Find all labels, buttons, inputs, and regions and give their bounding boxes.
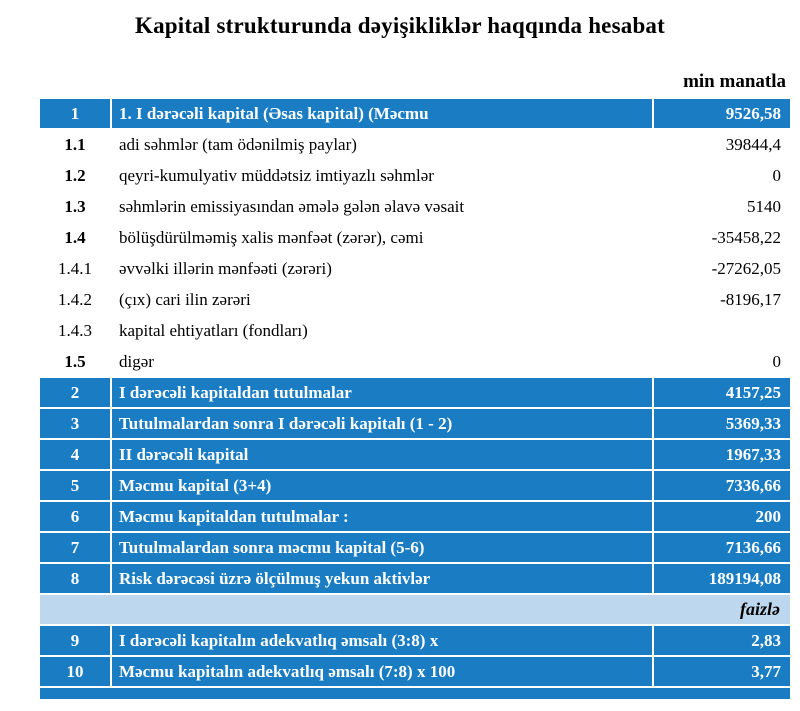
row-label: Məcmu kapital (3+4)	[112, 471, 652, 500]
row-label: Risk dərəcəsi üzrə ölçülmuş yekun aktivlər	[112, 564, 652, 593]
table-bottom-strip	[40, 688, 790, 699]
row-number: 10	[40, 657, 110, 686]
table-row	[40, 347, 790, 376]
row-number: 1.4.2	[40, 285, 110, 314]
percent-unit-row: faizlə	[40, 595, 790, 624]
row-value: 5140	[654, 192, 790, 221]
table-row	[40, 564, 790, 593]
row-label: (çıx) cari ilin zərəri	[112, 285, 652, 314]
row-number: 1.2	[40, 161, 110, 190]
row-label: I dərəcəli kapitaldan tutulmalar	[112, 378, 652, 407]
row-value: -27262,05	[654, 254, 790, 283]
row-number: 1.1	[40, 130, 110, 159]
table-row	[40, 285, 790, 314]
row-number: 7	[40, 533, 110, 562]
row-value: 189194,08	[654, 564, 790, 593]
row-value: 0	[654, 347, 790, 376]
row-value: 200	[654, 502, 790, 531]
row-label: I dərəcəli kapitalın adekvatlıq əmsalı (3:8) x	[112, 626, 652, 655]
table-row	[40, 161, 790, 190]
page-title: Kapital strukturunda dəyişikliklər haqqında hesabat	[135, 13, 665, 38]
row-number: 8	[40, 564, 110, 593]
row-label: Məcmu kapitaldan tutulmalar :	[112, 502, 652, 531]
row-number: 5	[40, 471, 110, 500]
table-row	[40, 192, 790, 221]
row-number: 1.4.3	[40, 316, 110, 345]
unit-label: min manatla	[683, 71, 786, 92]
table-row	[40, 409, 790, 438]
row-value: 3,77	[654, 657, 790, 686]
table-row	[40, 471, 790, 500]
row-value: 7136,66	[654, 533, 790, 562]
table-row	[40, 130, 790, 159]
row-number: 6	[40, 502, 110, 531]
row-label: adi səhmlər (tam ödənilmiş paylar)	[112, 130, 652, 159]
table-row	[40, 316, 790, 345]
row-label: kapital ehtiyatları (fondları)	[112, 316, 652, 345]
row-label: qeyri-kumulyativ müddətsiz imtiyazlı səhmlər	[112, 161, 652, 190]
row-value: 4157,25	[654, 378, 790, 407]
row-value: 2,83	[654, 626, 790, 655]
table-row	[40, 533, 790, 562]
row-number: 9	[40, 626, 110, 655]
capital-structure-table	[40, 99, 790, 699]
row-value: 7336,66	[654, 471, 790, 500]
row-number: 1.5	[40, 347, 110, 376]
row-value: 39844,4	[654, 130, 790, 159]
row-label: səhmlərin emissiyasından əmələ gələn əlavə vəsait	[112, 192, 652, 221]
row-label: əvvəlki illərin mənfəəti (zərəri)	[112, 254, 652, 283]
row-value: 5369,33	[654, 409, 790, 438]
table-row	[40, 440, 790, 469]
row-label: Tutulmalardan sonra məcmu kapital (5-6)	[112, 533, 652, 562]
table-row	[40, 99, 790, 128]
row-number: 1.4	[40, 223, 110, 252]
table-row	[40, 657, 790, 686]
row-number: 3	[40, 409, 110, 438]
row-label: digər	[112, 347, 652, 376]
row-label: II dərəcəli kapital	[112, 440, 652, 469]
row-number: 4	[40, 440, 110, 469]
table-row	[40, 378, 790, 407]
table-row	[40, 626, 790, 655]
row-number: 1.4.1	[40, 254, 110, 283]
row-number: 1	[40, 99, 110, 128]
row-value: 0	[654, 161, 790, 190]
row-number: 2	[40, 378, 110, 407]
row-value	[654, 316, 790, 345]
row-value: -8196,17	[654, 285, 790, 314]
row-value: 1967,33	[654, 440, 790, 469]
row-label: 1. I dərəcəli kapital (Əsas kapital) (Məcmu	[112, 99, 652, 128]
row-number: 1.3	[40, 192, 110, 221]
row-label: Tutulmalardan sonra I dərəcəli kapitalı (1 - 2)	[112, 409, 652, 438]
row-label: bölüşdürülməmiş xalis mənfəət (zərər), cəmi	[112, 223, 652, 252]
row-value: -35458,22	[654, 223, 790, 252]
table-row	[40, 223, 790, 252]
table-row	[40, 254, 790, 283]
row-value: 9526,58	[654, 99, 790, 128]
table-row	[40, 502, 790, 531]
row-label: Məcmu kapitalın adekvatlıq əmsalı (7:8) x 100	[112, 657, 652, 686]
